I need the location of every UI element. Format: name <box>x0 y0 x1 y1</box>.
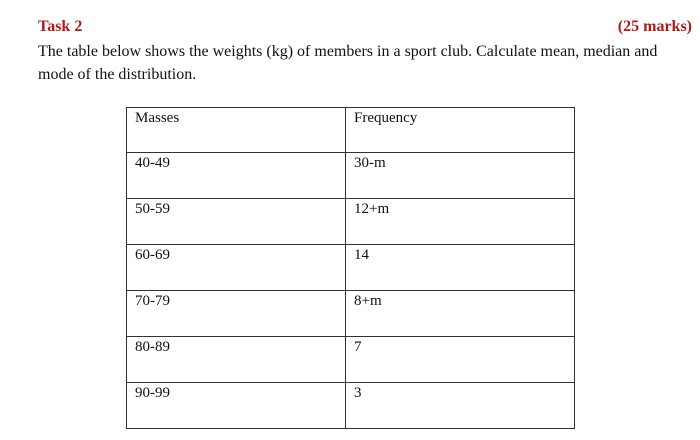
table-row <box>127 291 575 337</box>
cell-masses: 60-69 <box>127 245 346 291</box>
cell-masses: 80-89 <box>127 337 346 383</box>
cell-masses: 70-79 <box>127 291 346 337</box>
cell-frequency: 30-m <box>346 153 575 199</box>
weights-table <box>126 107 575 429</box>
table-row <box>127 337 575 383</box>
cell-frequency: 14 <box>346 245 575 291</box>
table-row <box>127 383 575 429</box>
table-header-row <box>127 108 575 153</box>
cell-frequency: 3 <box>346 383 575 429</box>
table-row <box>127 153 575 199</box>
header-frequency: Frequency <box>346 108 575 153</box>
task-marks: (25 marks) <box>617 18 692 35</box>
cell-masses: 90-99 <box>127 383 346 429</box>
table-row <box>127 199 575 245</box>
task-header <box>38 18 692 42</box>
task-title: Task 2 <box>38 18 83 35</box>
table-row <box>127 245 575 291</box>
task-description: The table below shows the weights (kg) of members in a sport club. Calculate mean, median and mode of the distribution. <box>38 43 658 83</box>
cell-masses: 50-59 <box>127 199 346 245</box>
cell-frequency: 8+m <box>346 291 575 337</box>
cell-frequency: 7 <box>346 337 575 383</box>
header-masses: Masses <box>127 108 346 153</box>
cell-masses: 40-49 <box>127 153 346 199</box>
cell-frequency: 12+m <box>346 199 575 245</box>
